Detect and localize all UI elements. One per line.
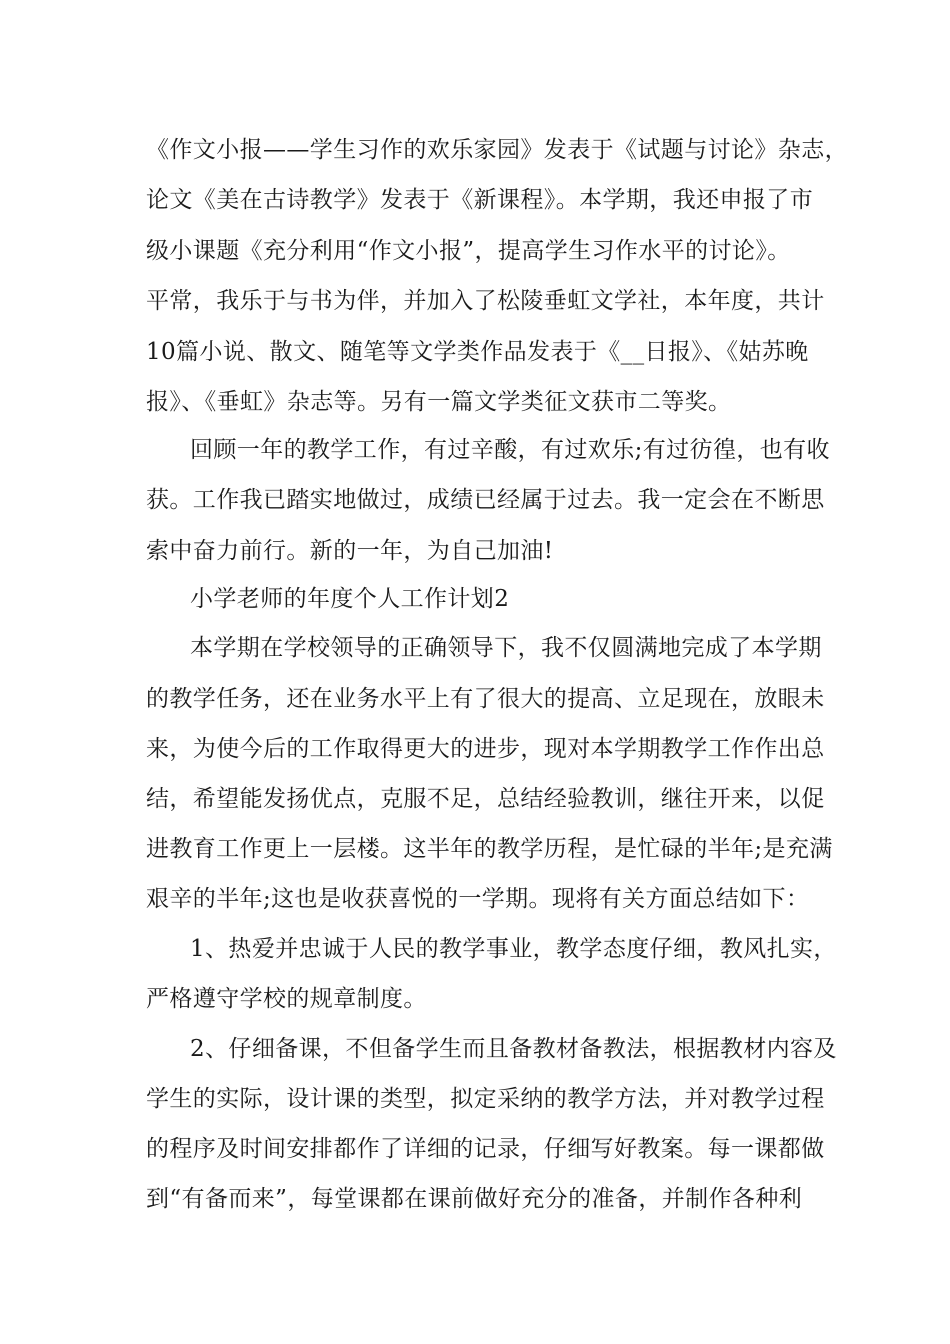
- text-line: 艰辛的半年;这也是收获喜悦的一学期。现将有关方面总结如下：: [146, 886, 810, 912]
- paragraph-first-line: 回顾一年的教学工作，有过辛酸，有过欢乐;有过彷徨，也有收: [190, 437, 830, 463]
- text-line: 来，为使今后的工作取得更大的进步，现对本学期教学工作作出总: [146, 736, 825, 762]
- text-line: 论文《美在古诗教学》发表于《新课程》。本学期，我还申报了市: [146, 187, 814, 213]
- text-line: 索中奋力前行。新的一年，为自己加油!: [146, 538, 554, 564]
- text-line: 报》、《垂虹》杂志等。另有一篇文学类征文获市二等奖。: [146, 389, 732, 415]
- text-line: 的程序及时间安排都作了详细的记录，仔细写好教案。每一课都做: [146, 1136, 825, 1162]
- text-line: 进教育工作更上一层楼。这半年的教学历程，是忙碌的半年;是充满: [146, 836, 833, 862]
- text-line: 10篇小说、散文、随笔等文学类作品发表于《__日报》、《姑苏晚: [146, 339, 809, 365]
- list-item-first-line: 1、热爱并忠诚于人民的教学事业，教学态度仔细，教风扎实，: [190, 936, 837, 962]
- text-line: 获。工作我已踏实地做过，成绩已经属于过去。我一定会在不断思: [146, 487, 825, 513]
- text-line: 到“有备而来”，每堂课都在课前做好充分的准备，并制作各种利: [146, 1186, 803, 1212]
- paragraph-first-line: 本学期在学校领导的正确领导下，我不仅圆满地完成了本学期: [190, 635, 822, 661]
- list-item-first-line: 2、仔细备课，不但备学生而且备教材备教法，根据教材内容及: [190, 1036, 837, 1062]
- text-line: 结，希望能发扬优点，克服不足，总结经验教训，继往开来，以促: [146, 786, 825, 812]
- text-line: 平常，我乐于与书为伴，并加入了松陵垂虹文学社，本年度，共计: [146, 288, 825, 314]
- text-line: 严格遵守学校的规章制度。: [146, 986, 427, 1012]
- text-line: 《作文小报——学生习作的欢乐家园》发表于《试题与讨论》杂志，: [146, 137, 848, 163]
- text-line: 的教学任务，还在业务水平上有了很大的提高、立足现在，放眼未: [146, 686, 825, 712]
- text-line: 学生的实际，设计课的类型，拟定采纳的教学方法，并对教学过程: [146, 1086, 825, 1112]
- section-heading: 小学老师的年度个人工作计划2: [190, 586, 510, 612]
- text-line: 级小课题《充分利用“作文小报”，提高学生习作水平的讨论》。: [146, 238, 791, 264]
